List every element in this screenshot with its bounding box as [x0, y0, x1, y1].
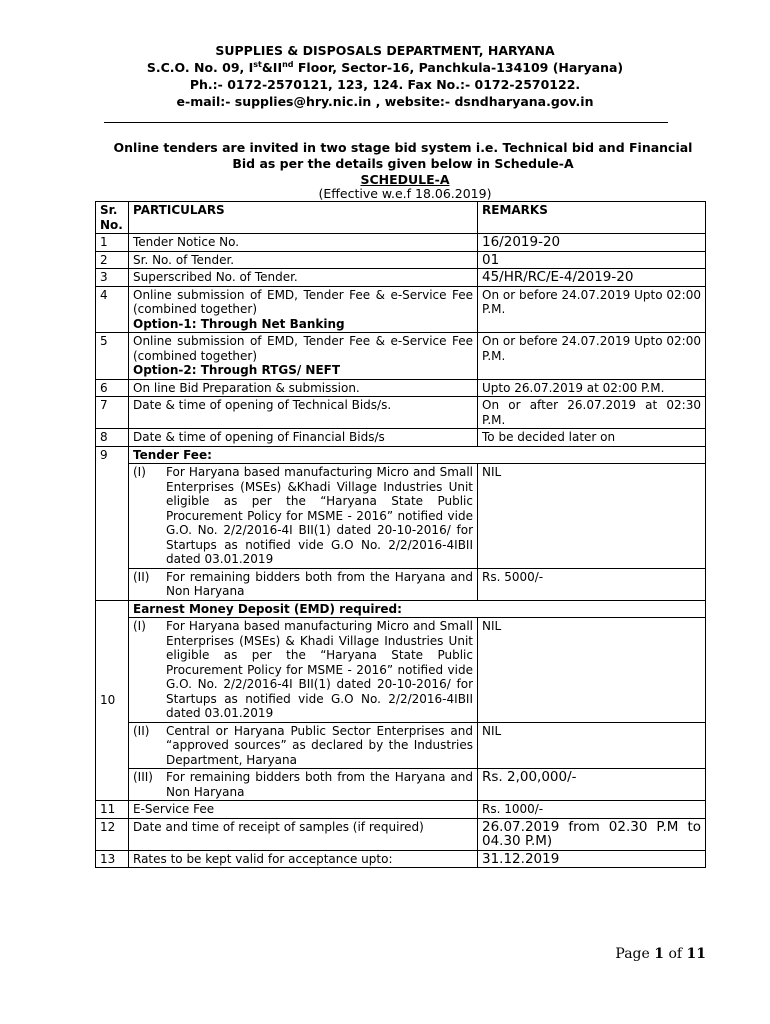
table-row: [96, 251, 706, 269]
emd-item-text: (II) Central or Haryana Public Sector Enterprises and “approved sources” as declared by the Industries Department, Haryana: [129, 722, 478, 769]
row-sr: 4: [96, 286, 129, 333]
row-particulars: Date & time of opening of Technical Bids/s.: [129, 397, 478, 429]
emd-item: [96, 722, 706, 769]
row-sr: 3: [96, 269, 129, 287]
emd-item-remarks: NIL: [478, 618, 706, 723]
table-row: [96, 379, 706, 397]
row-remarks: On or before 24.07.2019 Upto 02:00 P.M.: [478, 333, 706, 380]
table-row: [96, 397, 706, 429]
page-number: Page 1 of 11: [615, 946, 706, 962]
effective-date: (Effective w.e.f 18.06.2019): [318, 186, 492, 201]
emd-title: Earnest Money Deposit (EMD) required:: [129, 600, 706, 618]
table-header-row: [96, 202, 706, 234]
row-remarks: 31.12.2019: [478, 850, 706, 868]
row-particulars: Sr. No. of Tender.: [129, 251, 478, 269]
table-row: [96, 333, 706, 380]
header-sr: Sr. No.: [96, 202, 129, 234]
row-sr: 5: [96, 333, 129, 380]
department-phone: Ph.:- 0172-2570121, 123, 124. Fax No.:- 0172-2570122.: [189, 77, 581, 92]
emd-item: [96, 769, 706, 801]
row-remarks: Rs. 1000/-: [478, 801, 706, 819]
row-remarks: On or before 24.07.2019 Upto 02:00 P.M.: [478, 286, 706, 333]
table-row: [96, 234, 706, 252]
emd-item-text: (III) For remaining bidders both from the Haryana and Non Haryana: [129, 769, 478, 801]
emd-item-text: (I) For Haryana based manufacturing Micro and Small Enterprises (MSEs) & Khadi Village Industries Unit eligible as per the “Haryana State Public Procurement Policy for MSME - 2016” notified vide G.O. No. 2/2/2016-4I BII(1) dated 20-10-2016/ for Startups as notified vide G.O No. 2/2/2016-4IBII dated 03.01.2019: [129, 618, 478, 723]
row-remarks: 01: [478, 251, 706, 269]
emd-item-remarks: NIL: [478, 722, 706, 769]
header-remarks: REMARKS: [478, 202, 706, 234]
row-sr: 12: [96, 818, 129, 850]
row-sr: 9: [96, 446, 129, 600]
header-divider: [104, 122, 668, 123]
row-particulars: Date & time of opening of Financial Bids/s: [129, 429, 478, 447]
row-sr: 8: [96, 429, 129, 447]
row-particulars: Tender Notice No.: [129, 234, 478, 252]
emd-item-remarks: Rs. 2,00,000/-: [478, 769, 706, 801]
tender-fee-item: [96, 464, 706, 569]
row-particulars: Date and time of receipt of samples (if required): [129, 818, 478, 850]
table-row: [96, 850, 706, 868]
row-particulars: Rates to be kept valid for acceptance upto:: [129, 850, 478, 868]
table-row: [96, 269, 706, 287]
row-particulars: E-Service Fee: [129, 801, 478, 819]
schedule-table: [95, 201, 706, 868]
row-particulars: On line Bid Preparation & submission.: [129, 379, 478, 397]
header-particulars: PARTICULARS: [129, 202, 478, 234]
table-row: [96, 801, 706, 819]
department-email: e-mail:- supplies@hry.nic.in , website:- dsndharyana.gov.in: [176, 94, 594, 109]
tender-fee-item-remarks: Rs. 5000/-: [478, 568, 706, 600]
row-particulars: Online submission of EMD, Tender Fee & e-Service Fee (combined together) Option-2: Through RTGS/ NEFT: [129, 333, 478, 380]
emd-title-row: [96, 600, 706, 618]
row-sr: 7: [96, 397, 129, 429]
row-sr: 13: [96, 850, 129, 868]
table-row: [96, 286, 706, 333]
row-sr: 10: [96, 600, 129, 801]
row-remarks: Upto 26.07.2019 at 02:00 P.M.: [478, 379, 706, 397]
tender-fee-title: Tender Fee:: [129, 446, 706, 464]
tender-fee-item-text: (I) For Haryana based manufacturing Micro and Small Enterprises (MSEs) &Khadi Village Industries Unit eligible as per the “Haryana State Public Procurement Policy for MSME - 2016” notified vide G.O. No. 2/2/2016-4I BII(1) dated 20-10-2016/ for Startups as notified vide G.O No. 2/2/2016-4IBII dated 03.01.2019: [129, 464, 478, 569]
tender-fee-item: [96, 568, 706, 600]
table-row: [96, 818, 706, 850]
table-row: [96, 429, 706, 447]
tender-fee-title-row: [96, 446, 706, 464]
schedule-title: SCHEDULE-A: [360, 172, 450, 187]
row-remarks: On or after 26.07.2019 at 02:30 P.M.: [478, 397, 706, 429]
row-particulars: Online submission of EMD, Tender Fee & e-Service Fee (combined together) Option-1: Through Net Banking: [129, 286, 478, 333]
department-address: S.C.O. No. 09, Ist&IInd Floor, Sector-16, Panchkula-134109 (Haryana): [146, 59, 624, 75]
tender-fee-item-remarks: NIL: [478, 464, 706, 569]
row-remarks: 16/2019-20: [478, 234, 706, 252]
tender-fee-item-text: (II) For remaining bidders both from the Haryana and Non Haryana: [129, 568, 478, 600]
row-sr: 11: [96, 801, 129, 819]
row-sr: 1: [96, 234, 129, 252]
department-name: SUPPLIES & DISPOSALS DEPARTMENT, HARYANA: [215, 43, 555, 58]
row-particulars: Superscribed No. of Tender.: [129, 269, 478, 287]
row-remarks: To be decided later on: [478, 429, 706, 447]
row-sr: 6: [96, 379, 129, 397]
row-sr: 2: [96, 251, 129, 269]
row-remarks: 26.07.2019 from 02.30 P.M to 04.30 P.M): [478, 818, 706, 850]
row-remarks: 45/HR/RC/E-4/2019-20: [478, 269, 706, 287]
emd-item: [96, 618, 706, 723]
intro-text: Online tenders are invited in two stage bid system i.e. Technical bid and Financial Bid as per the details given below in Schedule-A: [113, 140, 693, 171]
